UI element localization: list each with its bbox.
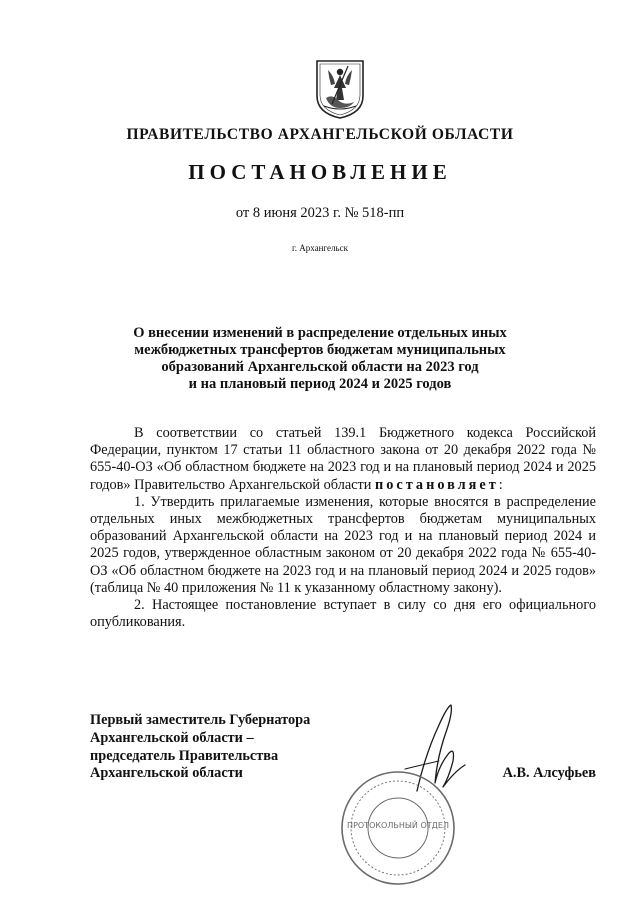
subject-line: О внесении изменений в распределение отдельных иных [133,325,507,341]
coat-of-arms-icon [314,58,366,120]
subject-line: и на плановый период 2024 и 2025 годов [188,376,452,392]
position-line: Архангельской области [90,765,243,782]
subject-line: межбюджетных трансфертов бюджетам муниципальных [134,342,506,358]
signatory-name: А.В. Алсуфьев [502,765,596,781]
document-date-number: от 8 июня 2023 г. № 518-пп [235,205,405,221]
position-line: Первый заместитель Губернатора [90,712,311,728]
seal-text: ПРОТОКОЛЬНЫЙ ОТДЕЛ [347,821,449,830]
organization-name: ПРАВИТЕЛЬСТВО АРХАНГЕЛЬСКОЙ ОБЛАСТИ [126,126,514,143]
position-line: Архангельской области – [90,729,254,746]
document-city: г. Архангельск [292,243,348,253]
signatory-position [90,712,350,783]
item-2-paragraph: 2. Настоящее постановление вступает в силу со дня его официального опубликования. [90,597,596,631]
decree-tail: : [498,476,503,493]
document-body [90,425,596,631]
intro-paragraph [90,425,596,494]
intro-text: В соответствии со статьей 139.1 Бюджетного кодекса Российской Федерации, пунктом 17 статьи 11 областного закона от 20 декабря 2022 года № 655-40-ОЗ «Об областном бюджете на 2023 год и на плановый период 2024 и 2025 годов» Правительство Архангельской области [90,425,596,493]
decree-word: постановляет [375,476,499,493]
document-subject [130,325,510,393]
document-type: ПОСТАНОВЛЕНИЕ [188,160,452,184]
seal-stamp-icon [338,768,458,888]
position-line: председатель Правительства [90,747,279,764]
subject-line: образований Архангельской области на 2023 год [161,359,479,375]
item-1-paragraph: 1. Утвердить прилагаемые изменения, которые вносятся в распределение отдельных иных межбюджетных трансфертов бюджетам муниципальных образований Архангельской области на 2023 год и на плановый период 2024 и 2025 годов, утвержденное областным законом от 20 декабря 2022 года № 655-40-ОЗ «Об областном бюджете на 2023 год и на плановый период 2024 и 2025 годов» (таблица № 40 приложения № 11 к указанному областному закону). [90,493,596,596]
